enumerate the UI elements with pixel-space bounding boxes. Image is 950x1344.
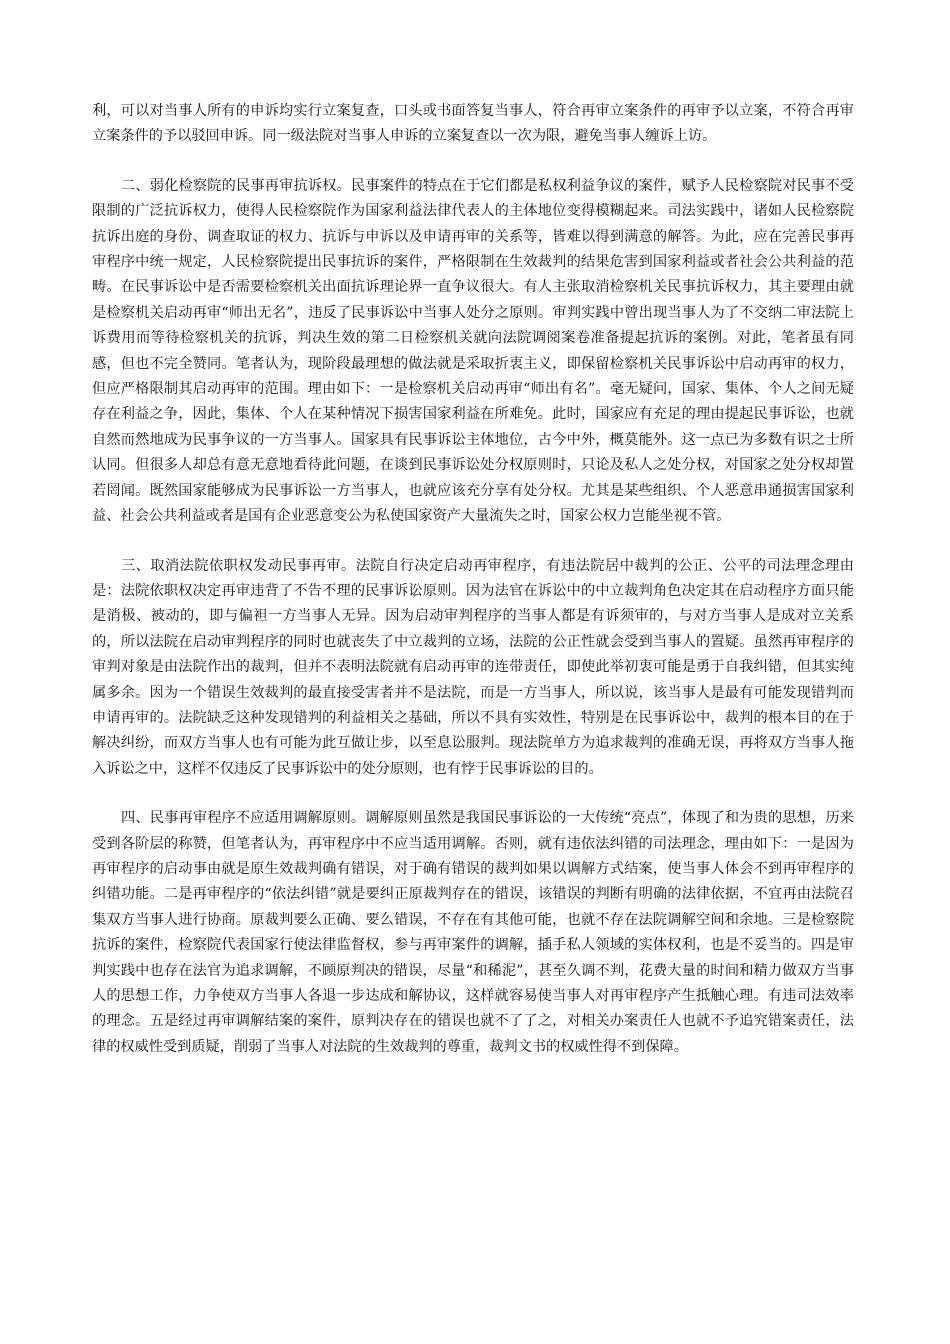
paragraph-continuation: 利，可以对当事人所有的申诉均实行立案复查，口头或书面答复当事人，符合再审立案条件的再审予以立案，不符合再审立案条件的予以驳回申诉。同一级法院对当事人申诉的立案复查以一次为限，避免当事人缠诉上访。 bbox=[92, 103, 854, 145]
paragraph-court-initiated-retrial: 三、取消法院依职权发动民事再审。法院自行决定启动再审程序，有违法院居中裁判的公正、公平的司法理念理由是：法院依职权决定再审违背了不告不理的民事诉讼原则。因为法官在诉讼中的中立裁判角色决定其在启动程序方面只能是消极、被动的，即与偏袒一方当事人无异。因为启动审判程序的当事人都是有诉须审的，与对方当事人是成对立关系的，所以法院在启动审判程序的同时也就丧失了中立裁判的立场，法院的公正性就会受到当事人的置疑。虽然再审程序的审判对象是由法院作出的裁判，但并不表明法院就有启动再审的连带责任，即使此举初衷可能是勇于自我纠错，但其实纯属多余。因为一个错误生效裁判的最直接受害者并不是法院，而是一方当事人，所以说，该当事人是最有可能发现错判而申请再审的。法院缺乏这种发现错判的利益相关之基础，所以不具有实效性，特别是在民事诉讼中，裁判的根本目的在于解决纠纷，而双方当事人也有可能为此互做让步，以至息讼服判。现法院单方为追求裁判的准确无误，再将双方当事人拖入诉讼之中，这样不仅违反了民事诉讼中的处分原则，也有悖于民事诉讼的目的。 bbox=[92, 557, 854, 777]
paragraph-mediation-principle: 四、民事再审程序不应适用调解原则。调解原则虽然是我国民事诉讼的一大传统“亮点”，体现了和为贵的思想，历来受到各阶层的称赞，但笔者认为，再审程序中不应当适用调解。否则，就有违依法纠错的司法理念，理由如下：一是因为再审程序的启动事由就是原生效裁判确有错误，对于确有错误的裁判如果以调解方式结案，使当事人体会不到再审程序的纠错功能。二是再审程序的“依法纠错”就是要纠正原裁判存在的错误，该错误的判断有明确的法律依据，不宜再由法院召集双方当事人进行协商。原裁判要么正确、要么错误，不存在有其他可能，也就不存在法院调解空间和余地。三是检察院抗诉的案件，检察院代表国家行使法律监督权，参与再审案件的调解，插手私人领域的实体权利，也是不妥当的。四是审判实践中也存在法官为追求调解，不顾原判决的错误，尽量“和稀泥”，甚至久调不判，花费大量的时间和精力做双方当事人的思想工作，力争使双方当事人各退一步达成和解协议，这样就容易使当事人对再审程序产生抵触心理。有违司法效率的理念。五是经过再审调解结案的案件，原判决存在的错误也就不了了之，对相关办案责任人也就不予追究错案责任，法律的权威性受到质疑，削弱了当事人对法院的生效裁判的尊重，裁判文书的权威性得不到保障。 bbox=[92, 810, 854, 1055]
paragraph-procuratorate-protest: 二、弱化检察院的民事再审抗诉权。民事案件的特点在于它们都是私权利益争议的案件，赋予人民检察院对民事不受限制的广泛抗诉权力，使得人民检察院作为国家利益法律代表人的主体地位变得模糊起来。司法实践中，诸如人民检察院抗诉出庭的身份、调查取证的权力、抗诉与申诉以及申请再审的关系等，皆难以得到满意的解答。为此，应在完善民事再审程序中统一规定，人民检察院提出民事抗诉的案件，严格限制在生效裁判的结果危害到国家利益或者社会公共利益的范畴。在民事诉讼中是否需要检察机关出面抗诉理论界一直争议很大。有人主张取消检察机关民事抗诉权力，其主要理由就是检察机关启动再审“师出无名”，违反了民事诉讼中当事人处分之原则。审判实践中曾出现当事人为了不交纳二审法院上诉费用而等待检察机关的抗诉，判决生效的第二日检察机关就向法院调阅案卷准备提起抗诉的案例。对此，笔者虽有同感，但也不完全赞同。笔者认为，现阶段最理想的做法就是采取折衷主义，即保留检察机关民事诉讼中启动再审的权力，但应严格限制其启动再审的范围。理由如下：一是检察机关启动再审“师出有名”。毫无疑问，国家、集体、个人之间无疑存在利益之争，因此，集体、个人在某种情况下损害国家利益在所难免。此时，国家应有充足的理由提起民事诉讼，也就自然而然地成为民事争议的一方当事人。国家具有民事诉讼主体地位，古今中外，概莫能外。这一点已为多数有识之士所认同。但很多人却总有意无意地看待此问题，在谈到民事诉讼处分权原则时，只论及私人之处分权，对国家之处分权却置若罔闻。既然国家能够成为民事诉讼一方当事人，也就应该充分享有处分权。尤其是某些组织、个人恶意串通损害国家利益、社会公共利益或者是国有企业恶意变公为私使国家资产大量流失之时，国家公权力岂能坐视不管。 bbox=[92, 177, 854, 525]
document-page bbox=[92, 99, 854, 1084]
